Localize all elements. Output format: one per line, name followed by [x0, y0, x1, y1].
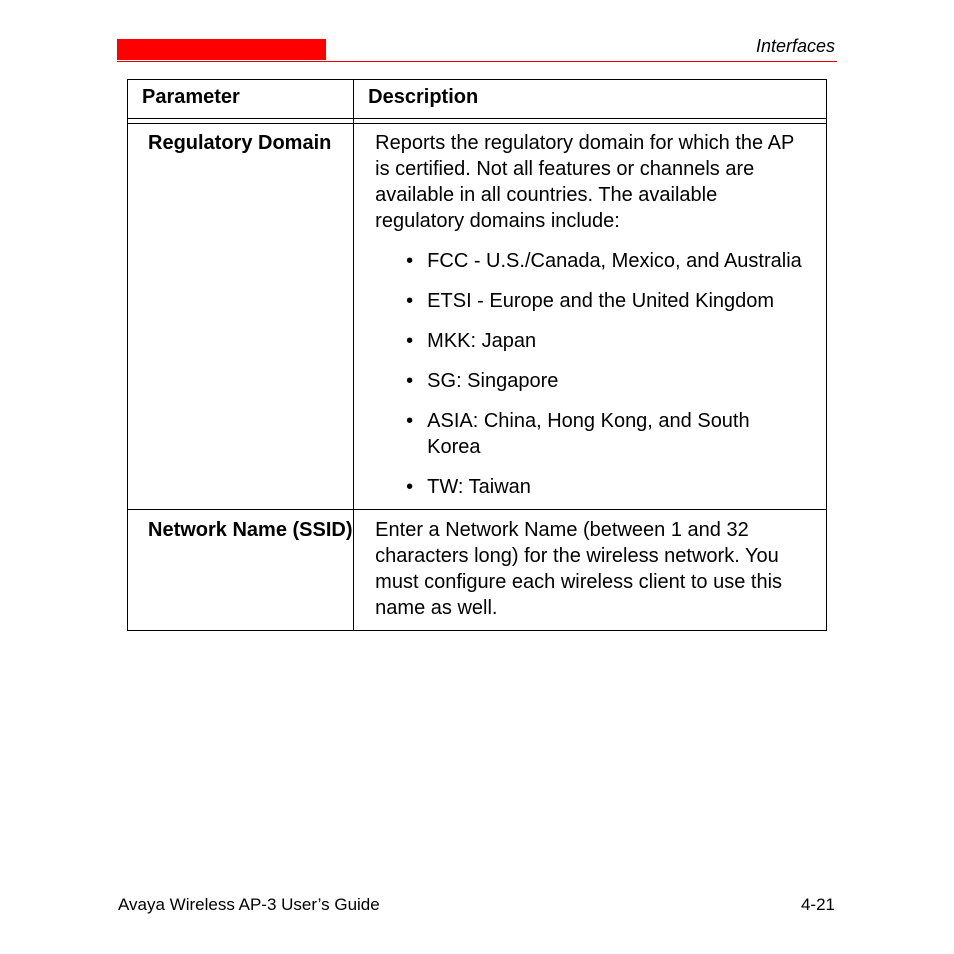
bullet-icon: • — [406, 370, 414, 392]
list-item: • MKK: Japan — [406, 330, 537, 352]
footer-guide-title: Avaya Wireless AP-3 User’s Guide — [118, 895, 380, 914]
bullet-icon: • — [406, 476, 414, 498]
parameter-name: Regulatory Domain — [128, 124, 354, 510]
regulatory-domain-list — [375, 248, 808, 500]
parameter-description — [354, 124, 827, 510]
bullet-icon: • — [406, 290, 414, 312]
list-item: • SG: Singapore — [406, 370, 559, 392]
list-item: • FCC - U.S./Canada, Mexico, and Australia — [406, 250, 802, 272]
table-header-row — [128, 80, 827, 119]
header-red-bar — [117, 39, 326, 60]
table-row — [128, 124, 827, 510]
bullet-icon: • — [406, 410, 414, 432]
section-title: Interfaces — [755, 36, 835, 56]
parameter-name: Network Name (SSID) — [128, 510, 354, 631]
table-row — [128, 510, 827, 631]
column-header-description: Description — [354, 80, 827, 119]
header-rule — [117, 61, 837, 62]
parameter-table — [127, 79, 827, 631]
list-item: • ASIA: China, Hong Kong, and South Korea — [406, 410, 750, 458]
list-item: • TW: Taiwan — [406, 476, 531, 498]
list-item: • ETSI - Europe and the United Kingdom — [406, 290, 775, 312]
parameter-description — [354, 510, 827, 631]
description-text: Reports the regulatory domain for which the AP is certified. Not all features or channels are available in all countries. The available regulatory domains include: — [375, 132, 794, 232]
column-header-parameter: Parameter — [128, 80, 354, 119]
bullet-icon: • — [406, 250, 414, 272]
description-text: Enter a Network Name (between 1 and 32 characters long) for the wireless network. You must configure each wireless client to use this name as well. — [375, 519, 783, 619]
bullet-icon: • — [406, 330, 414, 352]
footer-page-number: 4-21 — [800, 895, 835, 914]
